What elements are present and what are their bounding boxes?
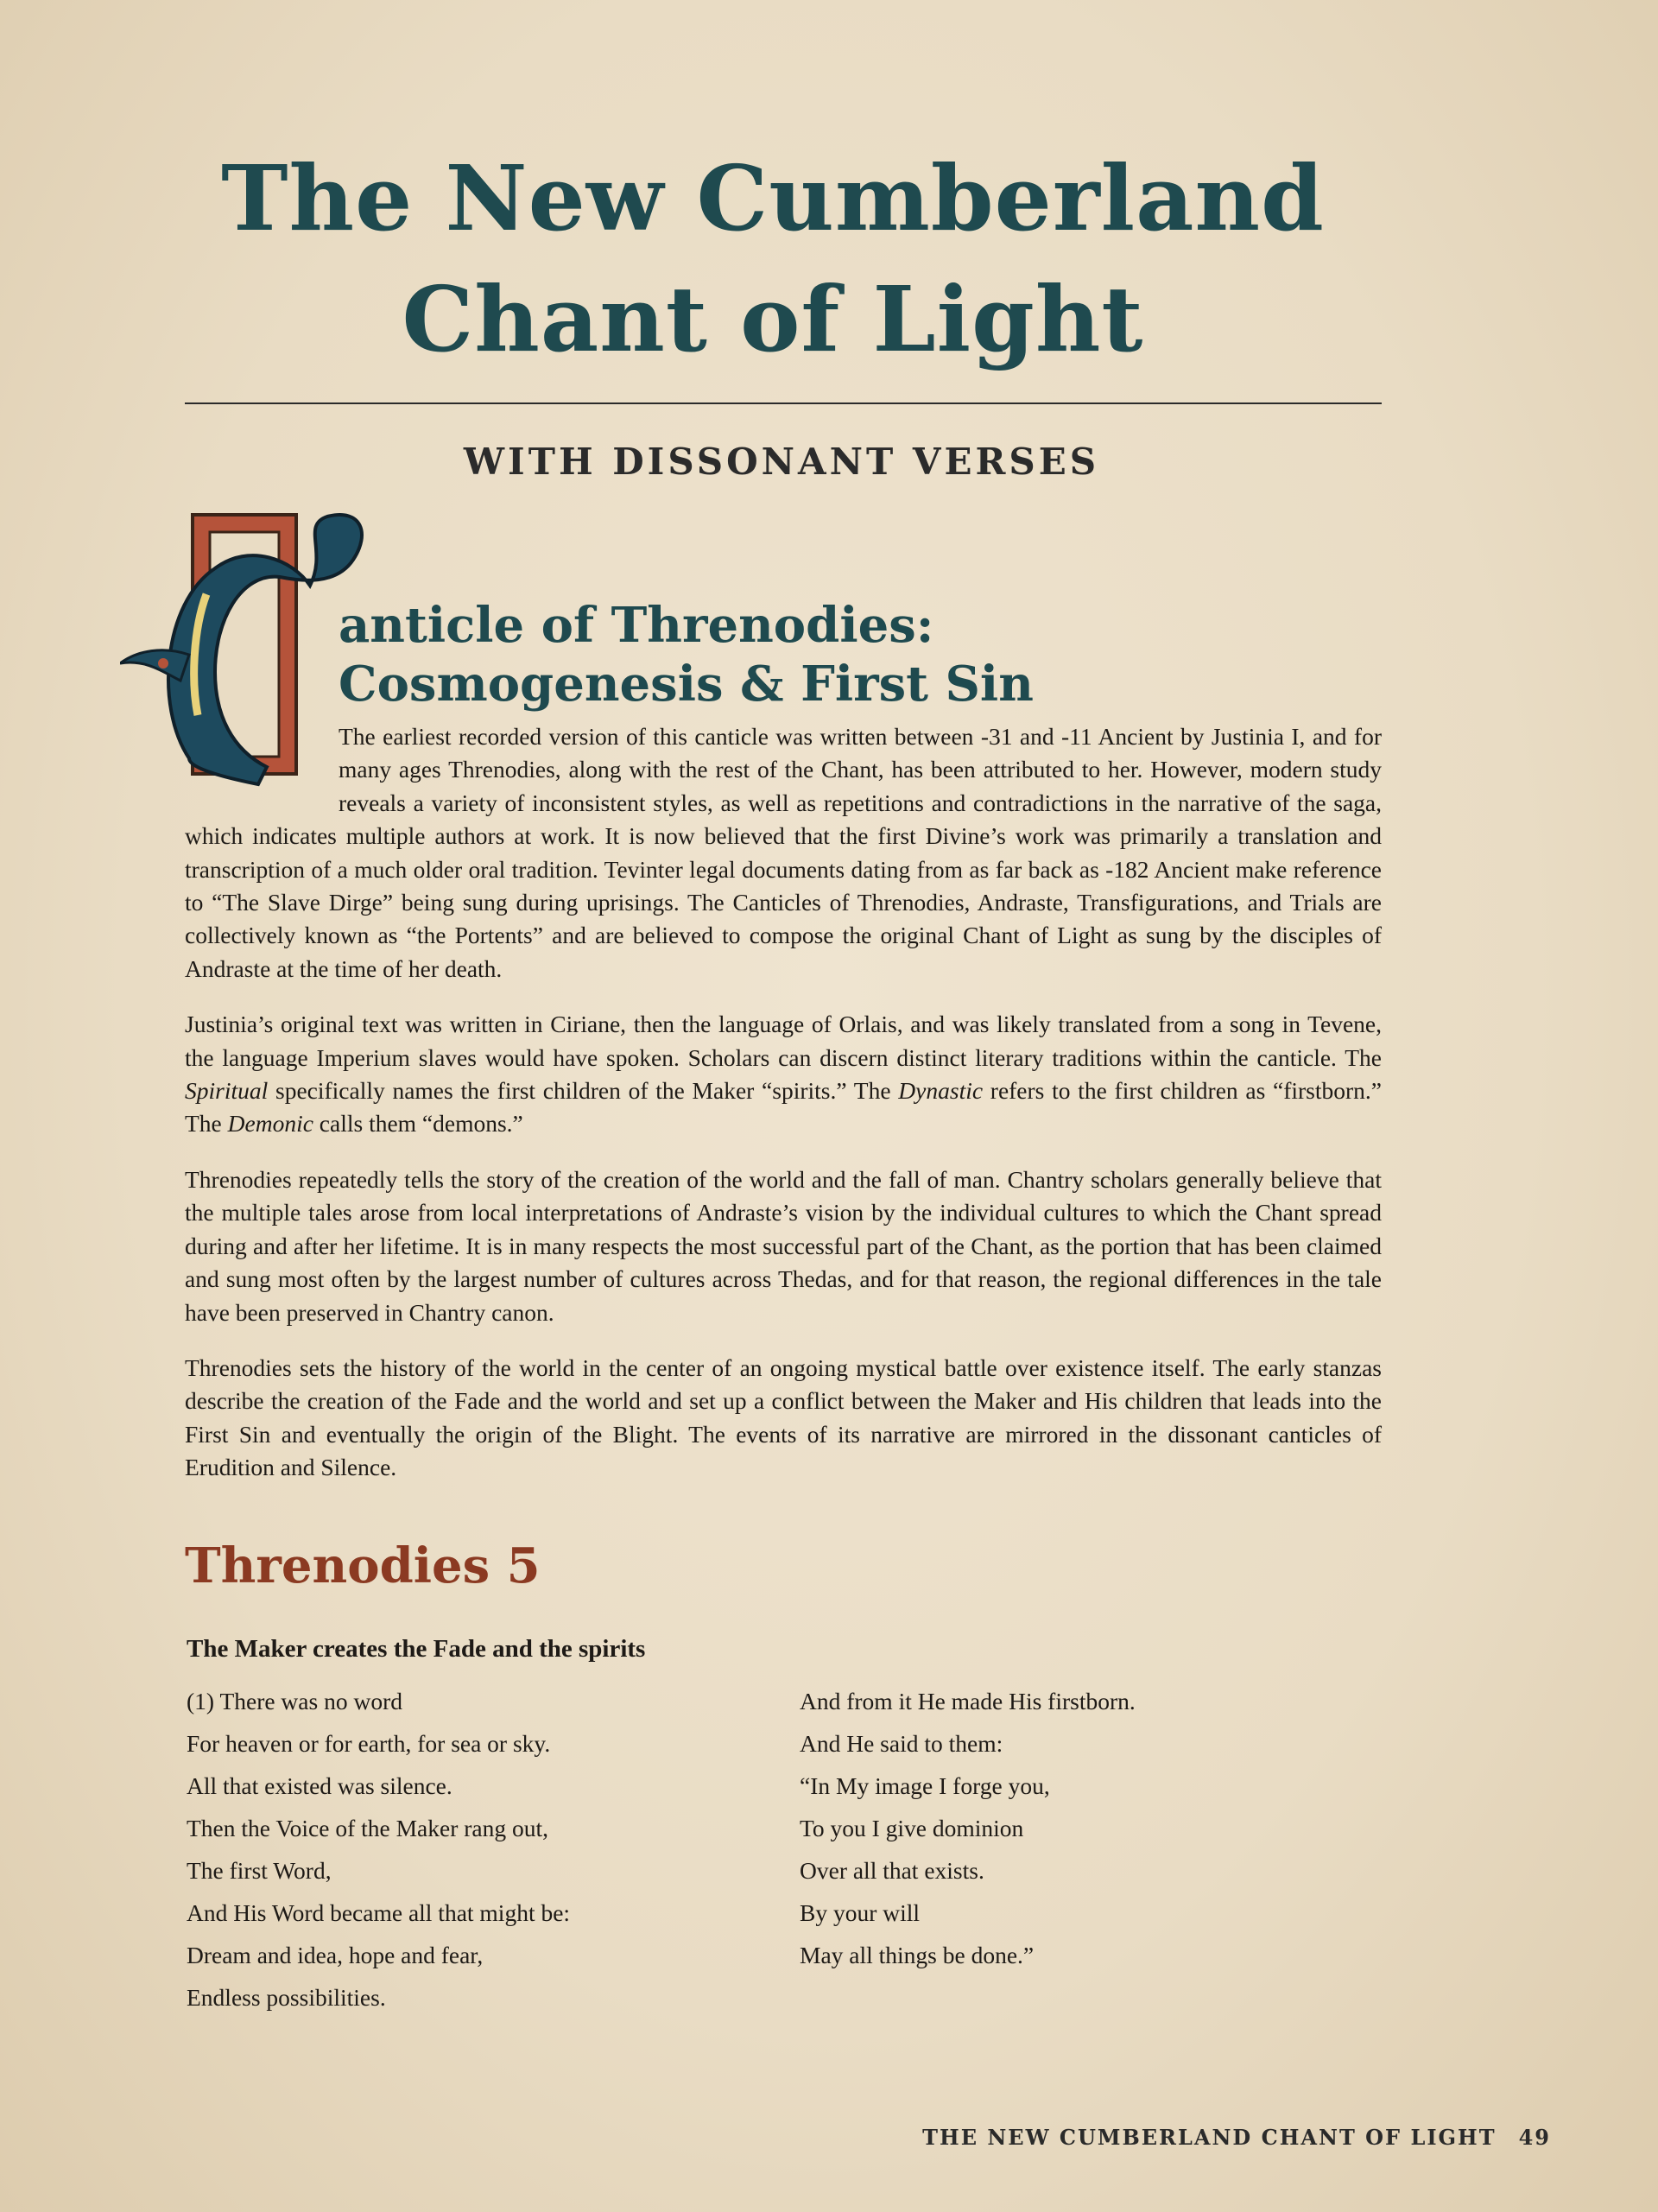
text: Threnodies sets the history of the world in the center of an ongoing mystical battle over existence itself. The early stanzas describe the creation of the Fade and the world and set up a conflict between the Maker and His children that leads into the First Sin and eventually the origin of the Blight. The events of its narrative are mirrored in the dissonant canticles of Erudition and Silence.: [185, 1353, 1382, 1481]
verses-heading: Threnodies 5: [185, 1537, 541, 1594]
verse-line: And from it He made His firstborn.: [800, 1688, 1136, 1714]
page-title: [0, 138, 1546, 380]
paragraph: [185, 1352, 1382, 1485]
verse-line: By your will: [800, 1899, 921, 1926]
text: Threnodies repeatedly tells the story of the creation of the world and the fall of man. Chantry scholars generally believe that the multiple tales arose from local interpretations of Andraste’s vision by the individual cultures to which the Chant spread during and after her lifetime. It is in many respects the most successful part of the Chant, as the portion that has been claimed and sung most often by the largest number of cultures across Thedas, and for that reason, the regional differences in the tale have been preserved in Chantry canon.: [185, 1165, 1382, 1326]
verse-line: “In My image I forge you,: [800, 1772, 1050, 1799]
title-line-2: Chant of Light: [402, 266, 1144, 372]
verse-line: Endless possibilities.: [187, 1984, 386, 2011]
text: refers to the first children as “firstborn.” The: [185, 1077, 1383, 1138]
verses-subheading: The Maker creates the Fade and the spirits: [187, 1635, 646, 1663]
title-divider: [185, 402, 1382, 404]
verse-line: To you I give dominion: [800, 1815, 1024, 1841]
text: Justinia’s original text was written in Ciriane, then the language of Orlais, and was likely translated from a song in Tevene, the language Imperium slaves would have spoken. Scholars can discern distinct literary traditions within the canticle. The: [185, 1011, 1382, 1071]
verse-line: All that existed was silence.: [187, 1772, 452, 1799]
verse-line: And He said to them:: [800, 1730, 1003, 1757]
verse-column-left: [187, 1680, 570, 2019]
paragraph: [185, 1008, 1382, 1141]
text: The earliest recorded version of this canticle was written between -31 and -11 Ancient by Justinia I, and for many ages Threnodies, along with the rest of the Chant, has been attributed to her. However, modern study reveals a variety of inconsistent styles, as well as repetitions and contradictions in the narrative of the saga, which indicates multiple authors at work. It is now believed that the first Divine’s work was primarily a translation and transcription of a much older oral tradition. Tevinter legal documents dating from as far back as -182 Ancient make reference to “The Slave Dirge” being sung during uprisings. The Canticles of Threnodies, Andraste, Transfigurations, and Trials are collectively known as “the Portents” and are believed to compose the original Chant of Light as sung by the disciples of Andraste at the time of her death.: [185, 723, 1382, 982]
italic-term: Demonic: [227, 1110, 313, 1138]
verse-line: May all things be done.”: [800, 1942, 1035, 1968]
verse-line: (1) There was no word: [187, 1688, 402, 1714]
title-line-1: The New Cumberland: [221, 145, 1325, 251]
section-heading: [185, 596, 1382, 713]
section-heading-line-1: anticle of Threnodies:: [339, 597, 934, 654]
italic-term: Dynastic: [898, 1077, 984, 1105]
section-heading-line-2: Cosmogenesis & First Sin: [339, 656, 1034, 713]
verse-line: Over all that exists.: [800, 1857, 984, 1884]
page-number: 49: [1518, 2125, 1551, 2150]
paragraph: [185, 1163, 1382, 1329]
verse-line: The first Word,: [187, 1857, 332, 1884]
canticle-section: [185, 596, 1382, 1507]
verse-line: Then the Voice of the Maker rang out,: [187, 1815, 548, 1841]
text: calls them “demons.”: [313, 1110, 523, 1138]
text: specifically names the first children of the Maker “spirits.” The: [268, 1077, 899, 1105]
verse-line: And His Word became all that might be:: [187, 1899, 571, 1926]
italic-term: Spiritual: [185, 1077, 269, 1105]
subtitle: WITH DISSONANT VERSES: [463, 440, 1100, 483]
verse-line: For heaven or for earth, for sea or sky.: [187, 1730, 551, 1757]
verse-line: Dream and idea, hope and fear,: [187, 1942, 484, 1968]
paragraph: [185, 720, 1382, 986]
page-footer: [922, 2125, 1551, 2150]
verse-column-right: [800, 1680, 1136, 1976]
running-title: THE NEW CUMBERLAND CHANT OF LIGHT: [922, 2125, 1497, 2150]
